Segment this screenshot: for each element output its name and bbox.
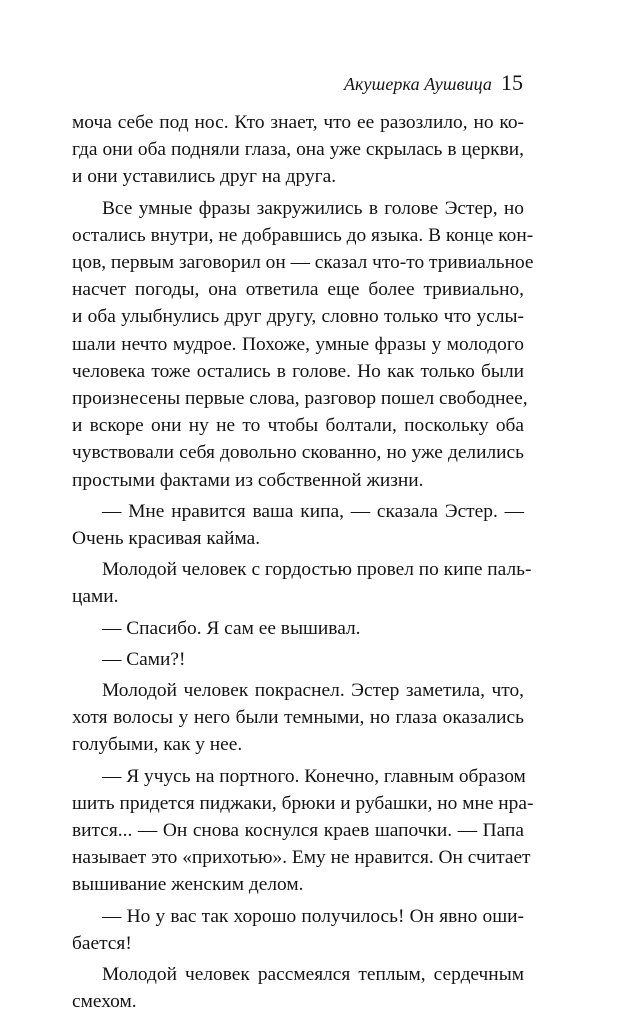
text-line: Все умные фразы закружились в голове Эстер, но (102, 197, 524, 219)
text-body (72, 109, 534, 1016)
text-line: цов, первым заговорил он — сказал что-то тривиальное (72, 252, 534, 274)
running-head (344, 70, 523, 96)
running-title: Акушерка Аушвица (343, 74, 492, 94)
text-line: Молодой человек с гордостью провел по кипе паль- (102, 559, 532, 581)
text-line: и оба улыбнулись друг другу, словно только что услы- (72, 306, 524, 328)
text-line: Молодой человек покраснел. Эстер заметила, что, (102, 680, 524, 702)
text-line: насчет погоды, она ответила еще более тривиально, (72, 279, 524, 301)
text-line: — Спасибо. Я сам ее вышивал. (102, 617, 361, 639)
text-line: — Я учусь на портного. Конечно, главным образом (102, 765, 526, 787)
paragraph (72, 109, 524, 191)
paragraph (72, 677, 524, 759)
text-line: и они уставились друг на друга. (72, 166, 337, 188)
text-line: — Мне нравится ваша кипа, — сказала Эстер. — (102, 500, 524, 522)
text-line: шали нечто мудрое. Похоже, умные фразы у молодого (72, 333, 524, 355)
paragraph (72, 961, 524, 1015)
text-line: вышивание женским делом. (72, 874, 304, 896)
text-line: Молодой человек рассмеялся теплым, сердечным (102, 964, 524, 986)
text-line: голубыми, как у нее. (72, 734, 243, 756)
text-line: чувствовали себя довольно скованно, но уже делились (72, 442, 524, 464)
paragraph (72, 903, 524, 957)
paragraph (72, 195, 534, 494)
text-line: смехом. (72, 991, 137, 1013)
text-line: — Сами?! (102, 648, 186, 670)
text-line: остались внутри, не добравшись до языка. В конце кон- (72, 224, 534, 246)
text-line: бается! (72, 932, 132, 954)
paragraph (72, 556, 532, 610)
text-line: гда они оба подняли глаза, она уже скрылась в церкви, (72, 139, 524, 161)
text-line: хотя волосы у него были темными, но глаза оказались (72, 707, 524, 729)
text-line: Очень красивая кайма. (72, 528, 261, 550)
text-line: цами. (72, 586, 119, 608)
text-line: произнесены первые слова, разговор пошел свободнее, (72, 388, 528, 410)
text-line: человека тоже остались в голове. Но как только были (72, 360, 524, 382)
text-line: простыми фактами из собственной жизни. (72, 469, 424, 491)
paragraph (72, 498, 524, 552)
text-line: моча себе под нос. Кто знает, что ее разозлило, но ко- (72, 112, 524, 133)
text-line: шить придется пиджаки, брюки и рубашки, но мне нра- (72, 792, 534, 814)
text-line: называет это «прихотью». Ему не нравится. Он считает (72, 847, 531, 869)
page-number: 15 (501, 70, 523, 95)
paragraph (72, 615, 524, 642)
paragraph (72, 646, 524, 673)
text-line: и вскоре они ну не то чтобы болтали, поскольку оба (72, 415, 524, 437)
text-line: вится... — Он снова коснулся краев шапочки. — Папа (72, 820, 524, 842)
paragraph (72, 763, 534, 899)
text-line: — Но у вас так хорошо получилось! Он явно оши- (102, 905, 524, 927)
